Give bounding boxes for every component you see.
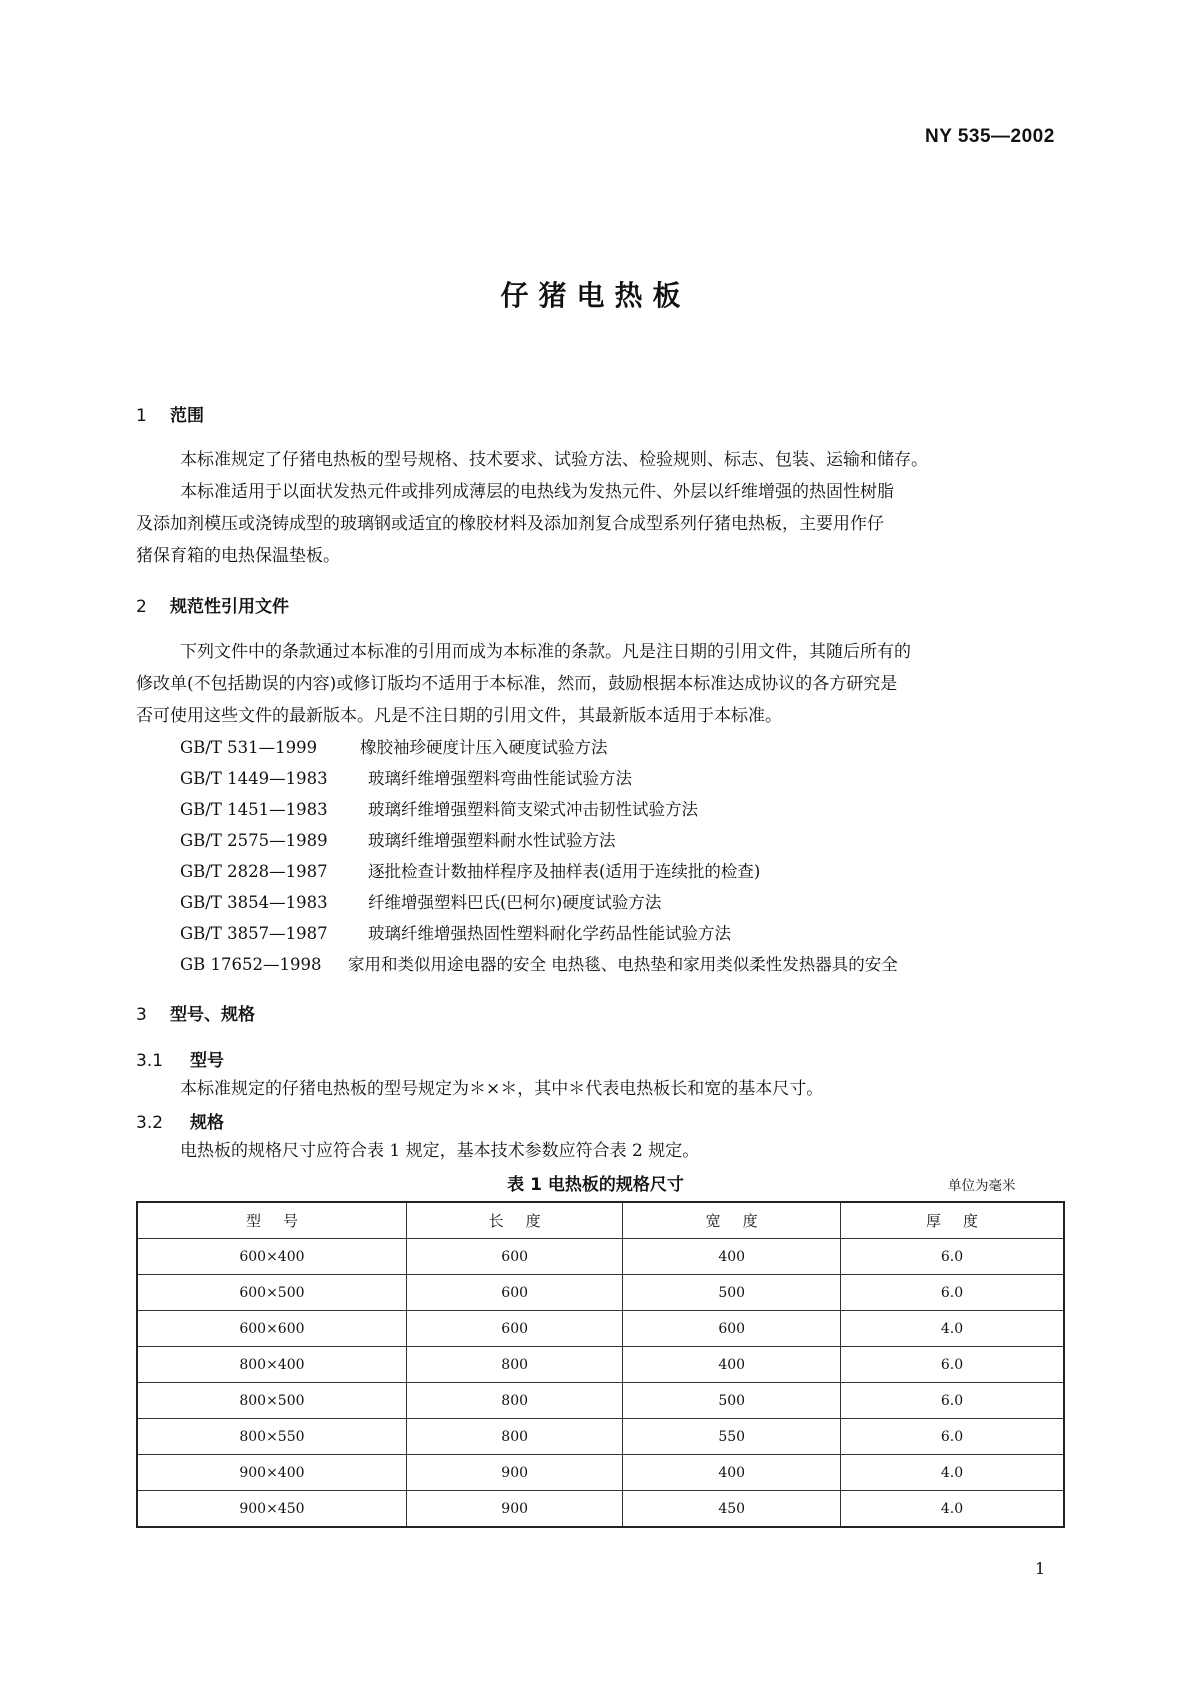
- cell-thickness: 4.0: [840, 1455, 1064, 1491]
- subsection-3-1-heading: [136, 1046, 224, 1071]
- subsection-3-2-heading: [136, 1108, 224, 1133]
- table-row: [137, 1311, 1064, 1347]
- cell-thickness: 6.0: [840, 1419, 1064, 1455]
- section-title: 型号、规格: [170, 1005, 255, 1025]
- table-row: [137, 1239, 1064, 1275]
- reference-code: GB/T 3857—1987: [180, 924, 328, 943]
- reference-code: GB/T 1451—1983: [180, 800, 328, 819]
- reference-code: GB 17652—1998: [180, 955, 322, 974]
- cell-width: 400: [623, 1239, 841, 1275]
- section-2-paragraph-line-2: 修改单(不包括勘误的内容)或修订版均不适用于本标准，然而，鼓励根据本标准达成协议的各方研究是: [136, 674, 898, 694]
- cell-width: 550: [623, 1419, 841, 1455]
- subsection-title: 规格: [190, 1113, 224, 1133]
- spec-table: [136, 1201, 1065, 1528]
- subsection-3-2-paragraph: 电热板的规格尺寸应符合表 1 规定，基本技术参数应符合表 2 规定。: [180, 1141, 700, 1161]
- cell-width: 500: [623, 1383, 841, 1419]
- cell-thickness: 6.0: [840, 1239, 1064, 1275]
- table-header-row: [137, 1202, 1064, 1239]
- cell-model: 600×500: [137, 1275, 406, 1311]
- table-row: [137, 1455, 1064, 1491]
- table-1-caption: 表 1 电热板的规格尺寸: [507, 1175, 684, 1195]
- cell-thickness: 4.0: [840, 1311, 1064, 1347]
- cell-width: 400: [623, 1455, 841, 1491]
- cell-length: 800: [406, 1347, 623, 1383]
- page-number: 1: [1035, 1559, 1046, 1578]
- cell-thickness: 6.0: [840, 1383, 1064, 1419]
- section-1-paragraph-2-line-1: 本标准适用于以面状发热元件或排列成薄层的电热线为发热元件、外层以纤维增强的热固性树脂: [180, 482, 894, 502]
- subsection-title: 型号: [190, 1051, 224, 1071]
- cell-model: 800×550: [137, 1419, 406, 1455]
- reference-code: GB/T 531—1999: [180, 738, 318, 757]
- section-1-paragraph-1: 本标准规定了仔猪电热板的型号规格、技术要求、试验方法、检验规则、标志、包装、运输和储存。: [180, 450, 928, 470]
- reference-code: GB/T 1449—1983: [180, 769, 328, 788]
- reference-code: GB/T 3854—1983: [180, 893, 328, 912]
- cell-model: 800×500: [137, 1383, 406, 1419]
- table-row: [137, 1491, 1064, 1528]
- reference-item: [180, 858, 760, 882]
- cell-model: 600×400: [137, 1239, 406, 1275]
- reference-title: 玻璃纤维增强热固性塑料耐化学药品性能试验方法: [368, 924, 731, 943]
- cell-length: 800: [406, 1383, 623, 1419]
- cell-length: 600: [406, 1275, 623, 1311]
- reference-code: GB/T 2828—1987: [180, 862, 328, 881]
- cell-length: 600: [406, 1239, 623, 1275]
- section-3-heading: [136, 1000, 255, 1025]
- reference-item: [180, 796, 698, 820]
- reference-title: 玻璃纤维增强塑料耐水性试验方法: [368, 831, 616, 850]
- subsection-3-1-paragraph: 本标准规定的仔猪电热板的型号规定为＊×＊，其中＊代表电热板长和宽的基本尺寸。: [180, 1079, 824, 1099]
- cell-length: 900: [406, 1455, 623, 1491]
- cell-length: 600: [406, 1311, 623, 1347]
- reference-title: 纤维增强塑料巴氏(巴柯尔)硬度试验方法: [368, 893, 662, 912]
- reference-title: 玻璃纤维增强塑料简支梁式冲击韧性试验方法: [368, 800, 698, 819]
- section-2-heading: [136, 592, 289, 617]
- reference-title: 玻璃纤维增强塑料弯曲性能试验方法: [368, 769, 632, 788]
- reference-item: [180, 889, 661, 913]
- reference-title: 橡胶袖珍硬度计压入硬度试验方法: [360, 738, 608, 757]
- reference-item: [180, 765, 632, 789]
- section-1-heading: [136, 401, 204, 426]
- column-header: 厚度: [840, 1202, 1064, 1239]
- reference-title: 家用和类似用途电器的安全 电热毯、电热垫和家用类似柔性发热器具的安全: [348, 955, 898, 974]
- cell-thickness: 6.0: [840, 1347, 1064, 1383]
- cell-thickness: 6.0: [840, 1275, 1064, 1311]
- reference-item: [180, 920, 731, 944]
- section-number: 2: [136, 597, 147, 617]
- cell-model: 900×450: [137, 1491, 406, 1528]
- cell-width: 450: [623, 1491, 841, 1528]
- table-row: [137, 1347, 1064, 1383]
- cell-length: 900: [406, 1491, 623, 1528]
- cell-width: 600: [623, 1311, 841, 1347]
- cell-width: 400: [623, 1347, 841, 1383]
- section-number: 1: [136, 406, 147, 426]
- reference-title: 逐批检查计数抽样程序及抽样表(适用于连续批的检查): [368, 862, 761, 881]
- standard-code: NY 535—2002: [925, 126, 1055, 147]
- reference-item: [180, 951, 898, 975]
- cell-width: 500: [623, 1275, 841, 1311]
- table-row: [137, 1419, 1064, 1455]
- section-2-paragraph-line-3: 否可使用这些文件的最新版本。凡是不注日期的引用文件，其最新版本适用于本标准。: [136, 706, 782, 726]
- document-title: 仔猪电热板: [500, 279, 691, 312]
- table-1-unit: 单位为毫米: [948, 1178, 1016, 1194]
- section-1-paragraph-2-line-2: 及添加剂模压或浇铸成型的玻璃钢或适宜的橡胶材料及添加剂复合成型系列仔猪电热板，主要用作仔: [136, 514, 884, 534]
- section-2-paragraph-line-1: 下列文件中的条款通过本标准的引用而成为本标准的条款。凡是注日期的引用文件，其随后所有的: [180, 642, 911, 662]
- section-number: 3: [136, 1005, 147, 1025]
- section-title: 规范性引用文件: [170, 597, 289, 617]
- cell-model: 900×400: [137, 1455, 406, 1491]
- cell-model: 800×400: [137, 1347, 406, 1383]
- section-title: 范围: [170, 406, 204, 426]
- subsection-number: 3.1: [136, 1051, 164, 1071]
- table-row: [137, 1275, 1064, 1311]
- reference-item: [180, 734, 608, 758]
- reference-code: GB/T 2575—1989: [180, 831, 328, 850]
- reference-item: [180, 827, 616, 851]
- table-row: [137, 1383, 1064, 1419]
- cell-thickness: 4.0: [840, 1491, 1064, 1528]
- section-1-paragraph-2-line-3: 猪保育箱的电热保温垫板。: [136, 546, 340, 566]
- column-header: 型号: [137, 1202, 406, 1239]
- cell-model: 600×600: [137, 1311, 406, 1347]
- column-header: 宽度: [623, 1202, 841, 1239]
- column-header: 长度: [406, 1202, 623, 1239]
- subsection-number: 3.2: [136, 1113, 164, 1133]
- cell-length: 800: [406, 1419, 623, 1455]
